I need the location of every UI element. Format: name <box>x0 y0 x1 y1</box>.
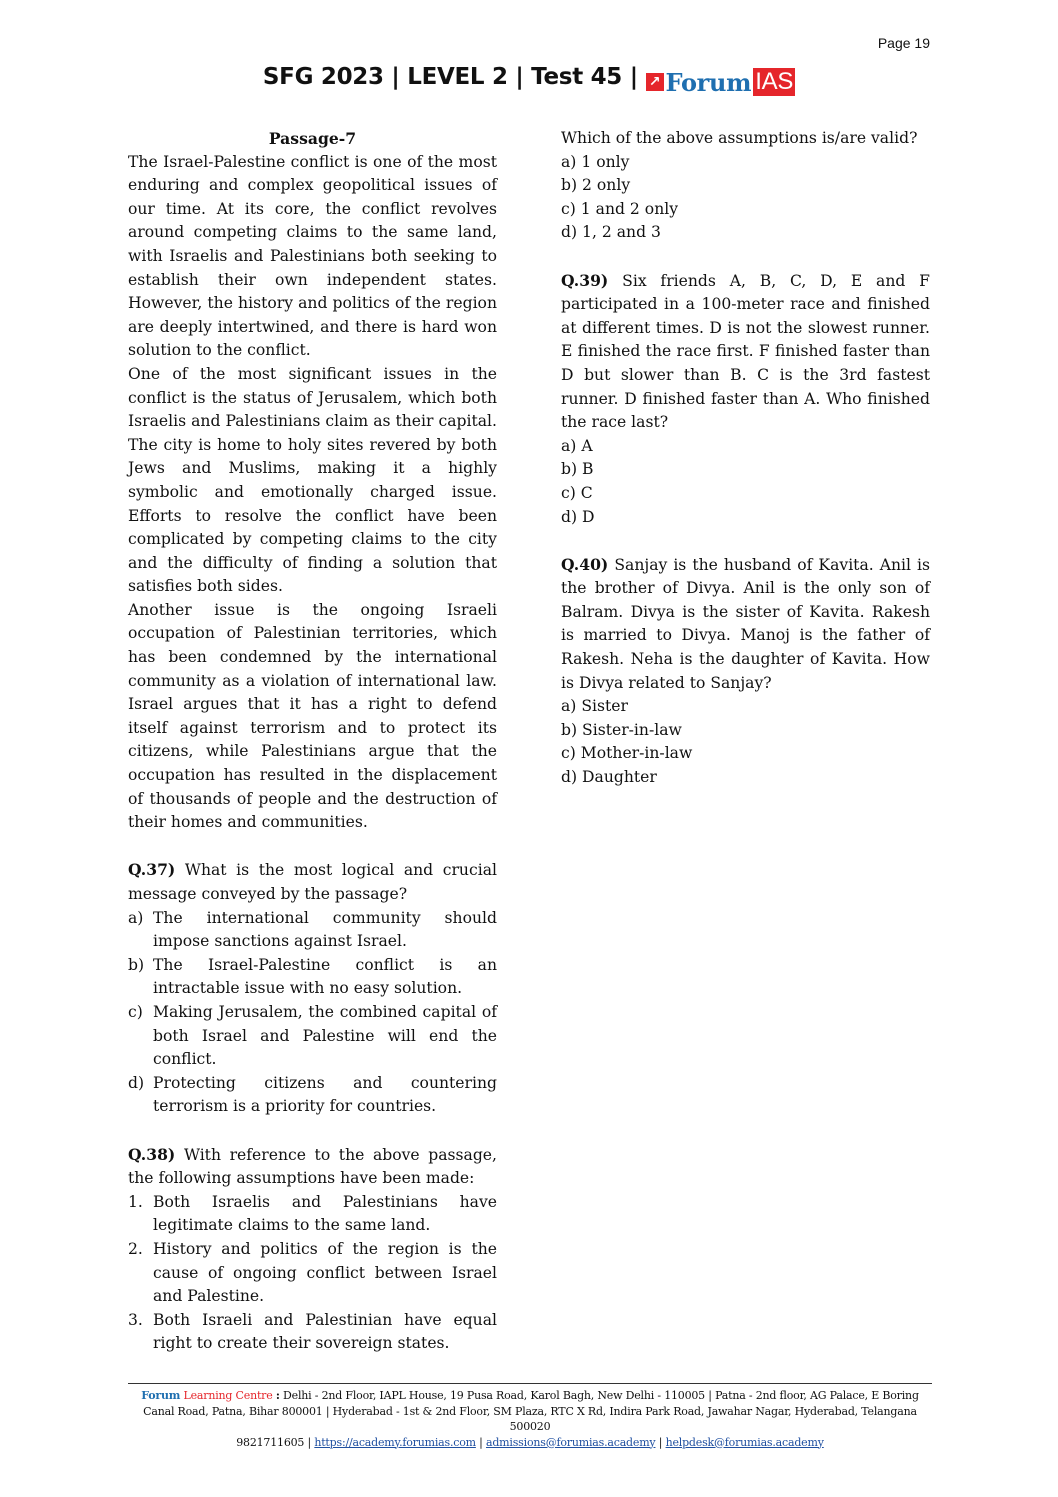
page-header <box>0 64 1058 97</box>
option: a) 1 only <box>561 152 630 171</box>
option: b) The Israel-Palestine conflict is an intractable issue with no easy solution. <box>128 955 497 998</box>
option: d) Daughter <box>561 768 657 787</box>
passage-title: Passage-7 <box>268 129 357 148</box>
logo-ias: IAS <box>755 68 794 95</box>
admissions-email-link[interactable]: admissions@forumias.academy <box>485 1435 656 1449</box>
forumias-logo <box>646 68 796 97</box>
option: b) 2 only <box>561 176 631 195</box>
passage-paragraph: The Israel-Palestine conflict is one of the most enduring and complex geopolitical issues of our time. At its core, the conflict revolves around competing claims to the same land, with Israelis and Palestinians both seeking to establish their own independent states. However, the history and politics of the region are deeply intertwined, and there is hard won solution to the conflict. <box>128 152 497 360</box>
option: c) C <box>561 483 593 502</box>
header-title: SFG 2023 | LEVEL 2 | Test 45 | <box>262 64 638 90</box>
website-link[interactable]: https://academy.forumias.com <box>314 1435 476 1449</box>
question-40: Q.40) Sanjay is the husband of Kavita. Anil is the brother of Divya. Anil is the only son of Balram. Divya is the sister of Kavita. Rakesh is married to Divya. Manoj is the father of Rakesh. Neha is the daughter of Kavita. How is Divya related to Sanjay? <box>561 554 930 692</box>
option: d) Protecting citizens and countering terrorism is a priority for countries. <box>128 1073 497 1116</box>
question-38: Q.38) With reference to the above passage, the following assumptions have been made: <box>128 1144 497 1188</box>
statement: 3. Both Israeli and Palestinian have equal right to create their sovereign states. <box>128 1310 497 1353</box>
option: c) Mother-in-law <box>561 744 693 763</box>
option: a) Sister <box>561 697 628 716</box>
passage-paragraph: One of the most significant issues in the conflict is the status of Jerusalem, which both Israelis and Palestinians claim as their capital. The city is home to holy sites revered by both Jews and Muslims, making it a highly symbolic and emotionally charged issue. Efforts to resolve the conflict have been complicated by competing claims to the city and the difficulty of finding a solution that satisfies both sides. <box>128 364 497 596</box>
arrow-icon: ↗ <box>646 73 664 91</box>
option: d) D <box>561 507 595 526</box>
option: b) B <box>561 460 594 479</box>
page-number: Page 19 <box>877 35 930 51</box>
passage-paragraph: Another issue is the ongoing Israeli occupation of Palestinian territories, which has been condemned by the international community as a violation of international law. Israel argues that it has a right to defend itself against terrorism and to protect its citizens, while Palestinians argue that the occupation has resulted in the displacement of thousands of people and the destruction of their homes and communities. <box>128 600 497 832</box>
page-footer: Forum Learning Centre : Delhi - 2nd Floor, IAPL House, 19 Pusa Road, Karol Bagh, New Delhi - 110005 | Patna - 2nd floor, AG Palace, E Boring Canal Road, Patna, Bihar 800001 | Hyderabad - 1st & 2nd Floor, SM Plaza, RTC X Rd, Indira Park Road, Jawahar Nagar, Hyderabad, Telangana 500020 9821711605 | https://academy.forumias.com | admissions@forumias.academy | helpdesk@forumias.academy <box>128 1383 932 1450</box>
option: c) Making Jerusalem, the combined capital of both Israel and Palestine will end the conflict. <box>128 1002 497 1069</box>
option: b) Sister-in-law <box>561 720 682 739</box>
option: d) 1, 2 and 3 <box>561 223 661 242</box>
option: a) The international community should impose sanctions against Israel. <box>128 908 497 951</box>
statement: 1. Both Israelis and Palestinians have legitimate claims to the same land. <box>128 1192 497 1235</box>
logo-forum: Forum <box>665 67 752 97</box>
question-37: Q.37) What is the most logical and crucial message conveyed by the passage? <box>128 860 497 903</box>
right-column <box>561 127 930 790</box>
question-39: Q.39) Six friends A, B, C, D, E and F participated in a 100-meter race and finished at different times. D is not the slowest runner. E finished the race first. F finished faster than D but slower than B. C is the 3rd fastest runner. D finished faster than A. Who finished the race last? <box>561 270 930 432</box>
option: a) A <box>561 436 593 455</box>
statement: 2. History and politics of the region is the cause of ongoing conflict between Israel and Palestine. <box>128 1239 497 1306</box>
footer-address: Delhi - 2nd Floor, IAPL House, 19 Pusa Road, Karol Bagh, New Delhi - 110005 | Patna - 2nd floor, AG Palace, E Boring Canal Road, Patna, Bihar 800001 | Hyderabad - 1st & 2nd Floor, SM Plaza, RTC X Rd, Indira Park Road, Jawahar Nagar, Hyderabad, Telangana 500020 <box>143 1389 919 1433</box>
left-column <box>128 127 497 1356</box>
option: c) 1 and 2 only <box>561 199 679 218</box>
q38-question: Which of the above assumptions is/are valid? <box>561 129 918 147</box>
helpdesk-email-link[interactable]: helpdesk@forumias.academy <box>665 1435 824 1449</box>
